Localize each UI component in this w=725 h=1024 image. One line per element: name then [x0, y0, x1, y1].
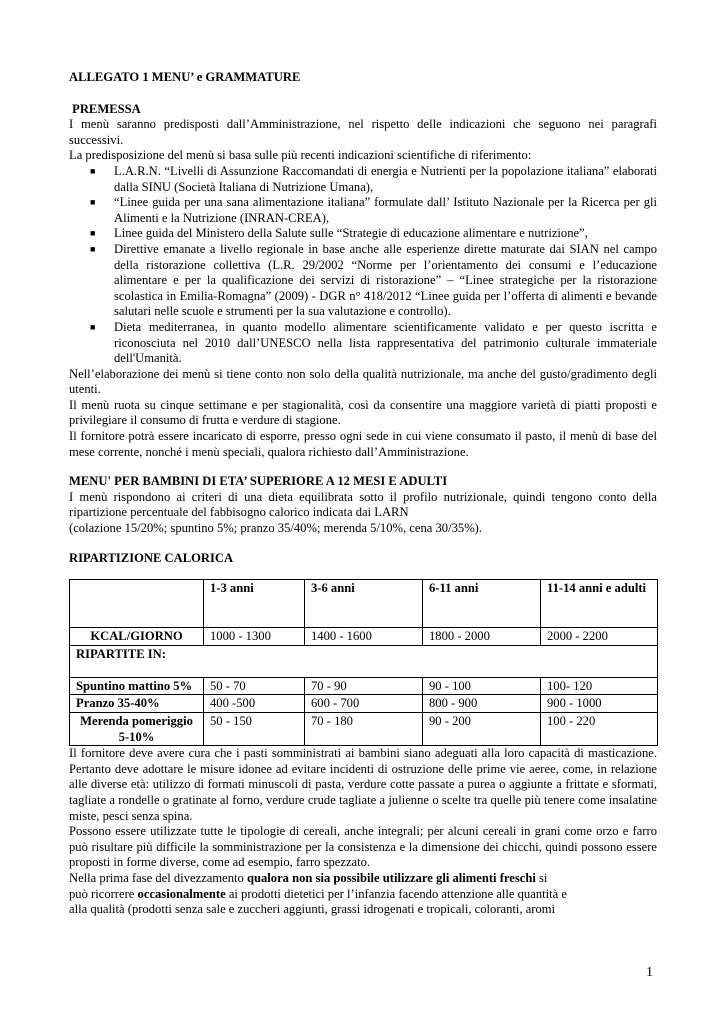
table-cell: 70 - 180 [305, 713, 423, 746]
ripartizione-heading: RIPARTIZIONE CALORICA [69, 550, 234, 565]
bullet-icon: ■ [90, 197, 96, 208]
row-label: Spuntino mattino 5% [70, 677, 204, 695]
table-cell: 600 - 700 [305, 695, 423, 713]
bullet-icon: ■ [90, 228, 96, 239]
after-table-paragraph-1: Il fornitore deve avere cura che i pasti somministrati ai bambini siano adeguati alla loro capacità di masticazione. Pertanto deve adottare le misure idonee ad evitare incidenti di ostruzione delle prime vie aeree, come, in relazione alle diverse età: utilizzo di formati minuscoli di pasta, verdure cotte passate a purea o aggiunte a frittate e sformati, tagliate a rondelle o gratinate al forno, verdure crude tagliate a julienne o scelte tra quelle più tenere come insalatine miste, pesci senza spina. [69, 746, 657, 823]
bullet-icon: ■ [90, 165, 96, 176]
table-header-cell: 1-3 anni [204, 580, 305, 628]
table-header-row [70, 580, 658, 628]
table-cell: 800 - 900 [423, 695, 541, 713]
menu-section-heading: MENU' PER BAMBINI DI ETA’ SUPERIORE A 12 MESI E ADULTI [69, 474, 448, 489]
row-label: Pranzo 35-40% [70, 695, 204, 713]
table-row [70, 695, 658, 713]
premessa-heading: PREMESSA [69, 101, 141, 116]
list-item: ■ L.A.R.N. “Livelli di Assunzione Raccomandati di energia e Nutrienti per la popolazione italiana” elaborati dalla SINU (Società Italiana di Nutrizione Umana), [90, 163, 657, 194]
page-number: 1 [646, 965, 653, 980]
table-row [70, 628, 658, 646]
row-label: Merenda pomeriggio 5-10% [70, 713, 204, 746]
table-cell: 1800 - 2000 [423, 628, 541, 646]
table-row [70, 645, 658, 677]
after-table-paragraph-3: Nella prima fase del divezzamento qualora non sia possibile utilizzare gli alimenti freschi si [69, 870, 548, 885]
table-cell: 70 - 90 [305, 677, 423, 695]
list-item: ■ “Linee guida per una sana alimentazione italiana” formulate dall’ Istituto Nazionale per la Ricerca per gli Alimenti e la Nutrizione (INRAN-CREA), [90, 195, 657, 225]
menu-section-paragraph-2: (colazione 15/20%; spuntino 5%; pranzo 35/40%; merenda 5/10%, cena 30/35%). [69, 521, 483, 536]
bullet-icon: ■ [90, 243, 96, 254]
document-body [69, 70, 657, 918]
table-cell: 2000 - 2200 [541, 628, 658, 646]
table-cell: 90 - 100 [423, 677, 541, 695]
table-row [70, 677, 658, 695]
table-row [70, 713, 658, 746]
premessa-paragraph-5: Il fornitore potrà essere incaricato di esporre, presso ogni sede in cui viene consumato il pasto, il menù di base del mese corrente, nonché i menù speciali, qualora richiesto dall’Amministrazione. [69, 429, 657, 459]
after-table-paragraph-5: alla qualità (prodotti senza sale e zuccheri aggiunti, grassi idrogenati e tropicali, coloranti, aromi [69, 902, 556, 917]
list-item: ■ Direttive emanate a livello regionale in base anche alle esperienze dirette maturate dai SIAN nel campo della ristorazione collettiva (L.R. 29/2002 “Norme per l’orientamento dei consumi e l’educazione alimentare e per la qualificazione dei servizi di ristorazione” – “Linee strategiche per la ristorazione scolastica in Emilia-Romagna” (2009) - DGR n° 418/2012 “Linee guida per l’offerta di alimenti e bevande salutari nelle scuole e strumenti per la sua valutazione e controllo). [90, 241, 657, 319]
calorie-table [69, 579, 658, 746]
premessa-paragraph-3: Nell’elaborazione dei menù si tiene conto non solo della qualità nutrizionale, ma anche del gusto/gradimento degli utenti. [69, 366, 657, 397]
reference-list [69, 164, 657, 367]
document-title: ALLEGATO 1 MENU’ e GRAMMATURE [69, 70, 301, 84]
table-subheader: RIPARTITE IN: [70, 645, 658, 677]
list-item: ■ Linee guida del Ministero della Salute sulle “Strategie di educazione alimentare e nutrizione”, [90, 226, 588, 241]
table-header-cell: 11-14 anni e adulti [541, 580, 658, 628]
table-cell: 1400 - 1600 [305, 628, 423, 646]
table-cell: 90 - 200 [423, 713, 541, 746]
table-cell: 900 - 1000 [541, 695, 658, 713]
table-cell: 50 - 70 [204, 677, 305, 695]
after-table-paragraph-4: può ricorrere occasionalmente ai prodotti dietetici per l’infanzia facendo attenzione alle quantità e [69, 886, 567, 901]
premessa-paragraph-1: I menù saranno predisposti dall’Amministrazione, nel rispetto delle indicazioni che seguono nei paragrafi successivi. [69, 117, 657, 147]
premessa-paragraph-4: Il menù ruota su cinque settimane e per stagionalità, così da consentire una maggiore varietà di piatti proposti e privilegiare il consumo di frutta e verdure di stagione. [69, 397, 657, 428]
table-header-cell: 6-11 anni [423, 580, 541, 628]
premessa-paragraph-2: La predisposizione del menù si basa sulle più recenti indicazioni scientifiche di riferimento: [69, 148, 532, 163]
after-table-paragraph-2: Possono essere utilizzate tutte le tipologie di cereali, anche integrali; per alcuni cereali in grani come orzo e farro può risultare più difficile la somministrazione per la consistenza e la dimensione dei chicchi, quindi possono essere proposti in forme diverse, come ad esempio, farro spezzato. [69, 824, 657, 870]
table-cell: 100 - 220 [541, 713, 658, 746]
table-cell: 1000 - 1300 [204, 628, 305, 646]
table-header-cell [70, 580, 204, 628]
table-header-cell: 3-6 anni [305, 580, 423, 628]
list-item: ■ Dieta mediterranea, in quanto modello alimentare scientificamente validato e per questo iscritta e riconosciuta nel 2010 dall’UNESCO nella lista rappresentativa del patrimonio culturale immateriale dell'Umanità. [90, 319, 657, 366]
table-cell: 50 - 150 [204, 713, 305, 746]
row-label: KCAL/GIORNO [70, 628, 204, 646]
menu-section-paragraph-1: I menù rispondono ai criteri di una dieta equilibrata sotto il profilo nutrizionale, quindi tengono conto della ripartizione percentuale del fabbisogno calorico indicata dai LARN [69, 489, 657, 520]
table-cell: 400 -500 [204, 695, 305, 713]
table-cell: 100- 120 [541, 677, 658, 695]
bullet-icon: ■ [90, 321, 96, 332]
